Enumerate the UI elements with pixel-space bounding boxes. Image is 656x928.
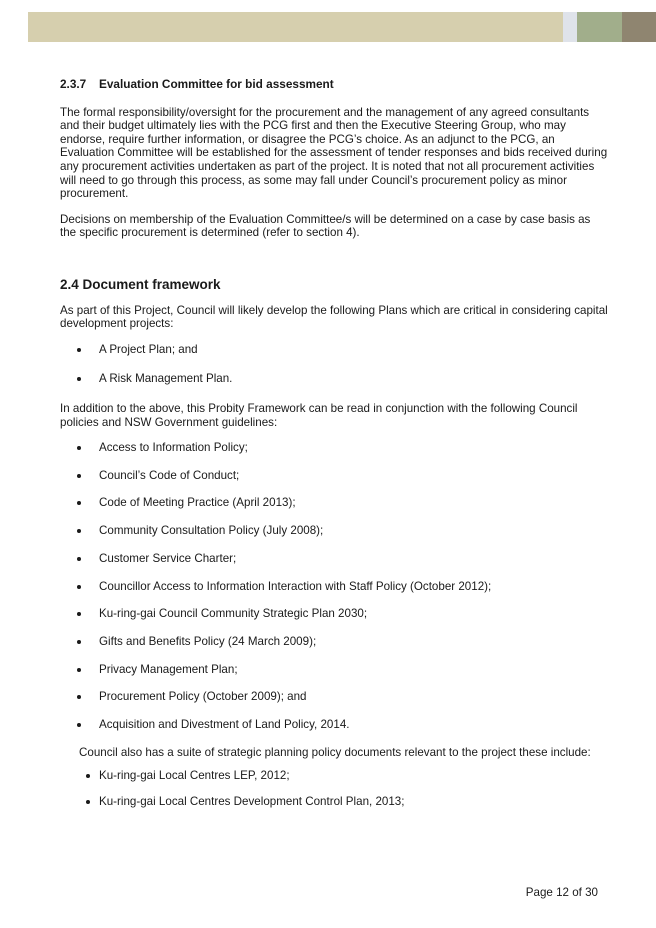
document-body [60,78,608,820]
strategic-list [60,769,608,808]
section-heading-2-3-7 [60,78,608,92]
list-item: Access to Information Policy; [60,441,608,455]
section-number: 2.3.7 [60,77,87,91]
list-item: Ku-ring-gai Council Community Strategic Plan 2030; [60,607,608,621]
list-item: Councillor Access to Information Interaction with Staff Policy (October 2012); [60,580,608,594]
policies-list [60,441,608,731]
list-item: Gifts and Benefits Policy (24 March 2009); [60,635,608,649]
header-band-segment [622,12,656,42]
header-band-segment [577,12,622,42]
section-heading-2-4: 2.4 Document framework [60,276,221,292]
plans-list [60,343,608,386]
list-item: Community Consultation Policy (July 2008); [60,524,608,538]
header-band-segment [28,12,563,42]
list-item: Code of Meeting Practice (April 2013); [60,496,608,510]
paragraph: The formal responsibility/oversight for the procurement and the management of any agreed consultants and their budget ultimately lies with the PCG first and then the Executive Steering Group, who may endorse, require further information, or disagree the PCG’s choice. As an adjunct to the PCG, an Evaluation Committee will be established for the assessment of tender responses and bids received during any procurement activities undertaken as part of the project. It is noted that not all procurement activities will need to go through this process, as some may fall under Council’s procurement policy as minor procurement. [60,105,608,201]
list-item: Procurement Policy (October 2009); and [60,690,608,704]
list-item: Ku-ring-gai Local Centres LEP, 2012; [60,769,608,783]
paragraph: Decisions on membership of the Evaluation Committee/s will be determined on a case by case basis as the specific procurement is determined (refer to section 4). [60,212,591,240]
list-item: A Risk Management Plan. [60,372,608,386]
list-item: Privacy Management Plan; [60,663,608,677]
page-number: Page 12 of 30 [525,886,598,899]
list-item: Council’s Code of Conduct; [60,469,608,483]
list-item: Ku-ring-gai Local Centres Development Control Plan, 2013; [60,795,608,809]
header-band-segment [563,12,577,42]
header-color-band [28,12,656,42]
paragraph: Council also has a suite of strategic planning policy documents relevant to the project these include: [79,745,591,759]
paragraph: As part of this Project, Council will likely develop the following Plans which are critical in considering capital development projects: [60,303,608,331]
list-item: Acquisition and Divestment of Land Policy, 2014. [60,718,608,732]
paragraph: In addition to the above, this Probity Framework can be read in conjunction with the following Council policies and NSW Government guidelines: [60,401,578,429]
section-title: Evaluation Committee for bid assessment [99,77,334,91]
list-item: A Project Plan; and [60,343,608,357]
list-item: Customer Service Charter; [60,552,608,566]
